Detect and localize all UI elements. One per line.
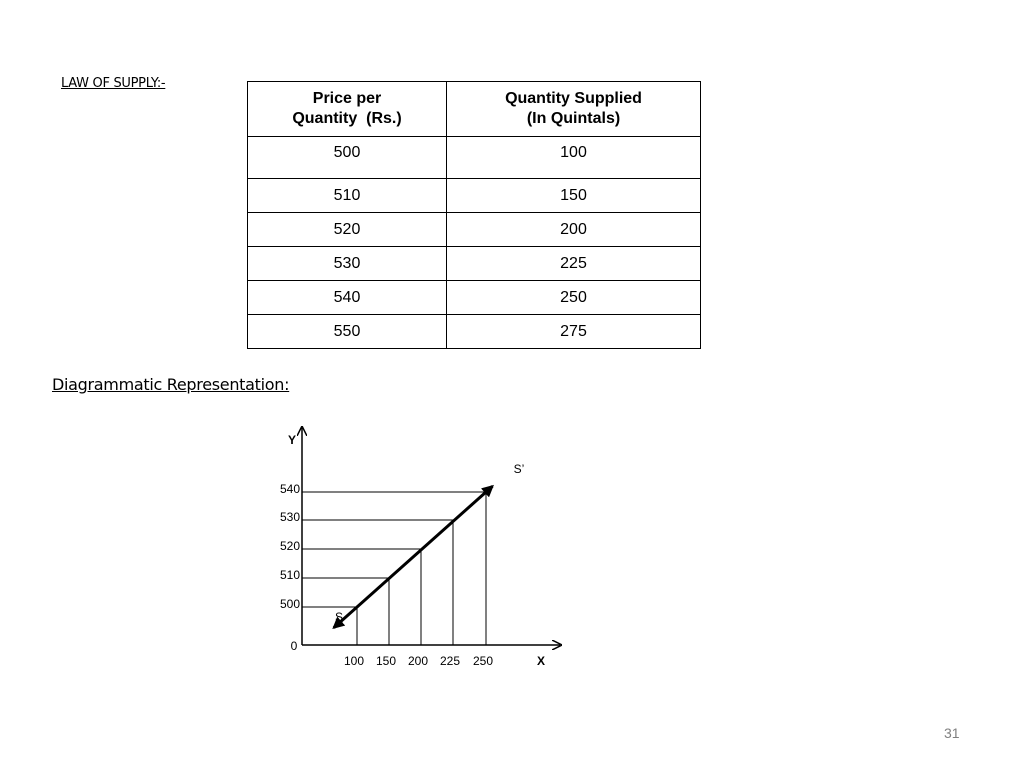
supply-curve-line — [334, 486, 493, 627]
quantity-header-line2: (In Quintals) — [526, 110, 621, 127]
quantity-cell: 100 — [447, 137, 701, 179]
supply-curve — [334, 486, 493, 627]
quantity-cell: 275 — [447, 315, 701, 349]
x-tick-label: 250 — [472, 654, 494, 668]
slide-number: 31 — [944, 725, 960, 741]
diagram-title: Diagrammatic Representation: — [52, 375, 290, 394]
x-tick-label: 100 — [343, 654, 365, 668]
quantity-header-line1: Quantity Supplied — [505, 90, 642, 107]
origin-label: 0 — [290, 639, 298, 653]
quantity-cell: 150 — [447, 179, 701, 213]
price-cell: 530 — [248, 247, 447, 281]
y-tick-label: 540 — [279, 482, 301, 496]
x-axis-label: X — [536, 654, 546, 668]
y-axis-label: Y — [287, 433, 297, 447]
x-tick-label: 150 — [375, 654, 397, 668]
quantity-cell: 225 — [447, 247, 701, 281]
chart-labels — [280, 433, 545, 668]
price-cell: 550 — [248, 315, 447, 349]
price-cell: 540 — [248, 281, 447, 315]
law-of-supply-title: LAW OF SUPPLY:- — [61, 76, 166, 91]
price-cell: 510 — [248, 179, 447, 213]
price-cell: 520 — [248, 213, 447, 247]
x-tick-label: 200 — [407, 654, 429, 668]
y-tick-label: 520 — [279, 539, 301, 553]
price-header-line2: Quantity (Rs.) — [292, 110, 402, 127]
price-header-line1: Price per — [312, 90, 382, 107]
curve-start-label: S — [334, 610, 344, 624]
x-tick-label: 225 — [439, 654, 461, 668]
y-tick-label: 530 — [279, 510, 301, 524]
y-tick-label: 500 — [279, 597, 301, 611]
price-cell: 500 — [248, 137, 447, 179]
curve-end-label: S’ — [513, 462, 525, 476]
quantity-cell: 250 — [447, 281, 701, 315]
y-tick-label: 510 — [279, 568, 301, 582]
quantity-cell: 200 — [447, 213, 701, 247]
